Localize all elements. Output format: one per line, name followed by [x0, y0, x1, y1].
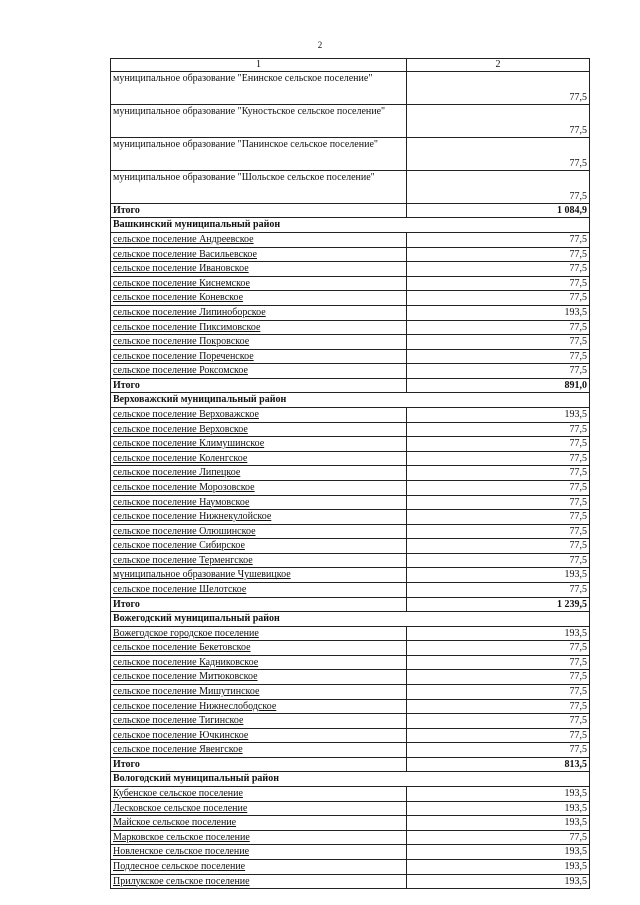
- settlement-name: Итого: [111, 598, 407, 611]
- settlement-name-text: сельское поселение Верховское: [113, 423, 248, 435]
- settlement-name: [111, 641, 407, 655]
- table-row: [111, 627, 589, 642]
- settlement-name-text: муниципальное образование Чушевицкое: [113, 569, 291, 581]
- settlement-name-text: Кубенское сельское поселение: [113, 788, 243, 799]
- allocation-value: 193,5: [564, 569, 587, 581]
- table-row: [111, 685, 589, 700]
- settlement-name: муниципальное образование "Куностьское сельское поселение": [111, 105, 407, 137]
- allocation-value: 77,5: [569, 540, 587, 552]
- settlement-name-text: сельское поселение Олюшинское: [113, 525, 256, 537]
- table-row: [111, 262, 589, 277]
- settlement-name: Итого: [111, 758, 407, 771]
- settlement-name: [111, 408, 407, 422]
- settlement-name-text: Прилукское сельское поселение: [113, 875, 250, 887]
- allocation-value: 77,5: [569, 191, 587, 202]
- allocation-value: 193,5: [564, 627, 587, 639]
- table-row: [111, 335, 589, 350]
- settlement-name: [111, 656, 407, 670]
- district-name: Вологодский муниципальный район: [113, 773, 279, 784]
- allocation-value: 193,5: [564, 860, 587, 872]
- settlement-name: [111, 802, 407, 816]
- allocation-value: 77,5: [569, 467, 587, 479]
- allocation-value: 77,5: [569, 686, 587, 698]
- settlement-name-text: сельское поселение Пореченское: [113, 350, 254, 362]
- allocation-value: 77,5: [569, 554, 587, 566]
- allocation-value: 77,5: [569, 481, 587, 493]
- settlement-name-text: сельское поселение Нижнеслободское: [113, 700, 277, 712]
- settlement-name-text: сельское поселение Митюковское: [113, 671, 258, 683]
- settlement-name: [111, 554, 407, 568]
- settlement-name-text: сельское поселение Кадниковское: [113, 656, 259, 668]
- district-header-row: [111, 612, 589, 627]
- total-row: [111, 379, 589, 393]
- table-row: [111, 583, 589, 598]
- settlement-name: [111, 714, 407, 728]
- settlement-name: [111, 321, 407, 335]
- settlement-name: [111, 481, 407, 495]
- table-row: [111, 729, 589, 744]
- settlement-name: [111, 729, 407, 743]
- allocation-value: 77,5: [569, 336, 587, 348]
- settlement-name: [111, 291, 407, 305]
- settlement-name-text: Марковское сельское поселение: [113, 831, 250, 843]
- settlement-name: [111, 860, 407, 874]
- settlement-name: [111, 262, 407, 276]
- allocation-value: 77,5: [569, 452, 587, 464]
- settlement-name-text: сельское поселение Шелотское: [113, 584, 247, 596]
- settlement-name-text: Лесковское сельское поселение: [113, 802, 248, 814]
- allocation-value: 77,5: [569, 234, 587, 245]
- allocation-value: 77,5: [569, 729, 587, 741]
- settlement-name: [111, 743, 407, 757]
- allocation-value: 77,5: [569, 125, 587, 136]
- allocation-value: 193,5: [564, 408, 587, 420]
- settlement-name-text: сельское поселение Липиноборское: [113, 306, 266, 318]
- settlement-name-text: сельское поселение Липецкое: [113, 467, 241, 479]
- settlement-name: [111, 277, 407, 291]
- table-row: [111, 72, 589, 105]
- table-row: [111, 845, 589, 860]
- table-row: [111, 138, 589, 171]
- settlement-name-text: сельское поселение Андреевское: [113, 234, 254, 245]
- settlement-name: [111, 787, 407, 801]
- table-row: [111, 656, 589, 671]
- allocation-value: 77,5: [569, 831, 587, 843]
- settlement-name: [111, 335, 407, 349]
- settlement-name-text: сельское поселение Тигинское: [113, 715, 244, 727]
- settlement-name-text: Новленское сельское поселение: [113, 846, 250, 858]
- settlement-name-text: сельское поселение Киснемское: [113, 277, 250, 289]
- allocation-value: 77,5: [569, 158, 587, 169]
- allocation-value: 77,5: [569, 700, 587, 712]
- table-row: [111, 291, 589, 306]
- table-row: [111, 277, 589, 292]
- allocation-value: 193,5: [564, 846, 587, 858]
- table-row: [111, 437, 589, 452]
- allocation-value: 77,5: [569, 525, 587, 537]
- table-row: [111, 321, 589, 336]
- settlement-name: [111, 350, 407, 364]
- table-row: [111, 860, 589, 875]
- allocation-value: 77,5: [569, 671, 587, 683]
- allocation-value: 77,5: [569, 350, 587, 362]
- table-header: [111, 59, 589, 72]
- table-row: [111, 670, 589, 685]
- table-row: [111, 466, 589, 481]
- settlement-name-text: сельское поселение Мишутинское: [113, 686, 260, 698]
- table-row: [111, 510, 589, 525]
- allocation-table: [110, 58, 590, 889]
- settlement-name: муниципальное образование "Шольское сельское поселение": [111, 171, 407, 203]
- table-row: [111, 350, 589, 365]
- table-row: [111, 452, 589, 467]
- district-header-row: [111, 218, 589, 233]
- settlement-name-text: сельское поселение Климушинское: [113, 438, 265, 450]
- settlement-name: [111, 452, 407, 466]
- settlement-name-text: сельское поселение Терменгское: [113, 554, 253, 566]
- allocation-value: 77,5: [569, 656, 587, 668]
- table-row: [111, 306, 589, 321]
- table-row: [111, 743, 589, 758]
- table-row: [111, 539, 589, 554]
- settlement-name: [111, 816, 407, 830]
- table-row: [111, 105, 589, 138]
- district-header-row: [111, 772, 589, 787]
- table-row: [111, 481, 589, 496]
- allocation-value: 77,5: [569, 715, 587, 727]
- table-row: [111, 525, 589, 540]
- allocation-value: 77,5: [569, 92, 587, 103]
- total-value: 813,5: [564, 759, 587, 770]
- district-name: Вашкинский муниципальный район: [113, 219, 281, 230]
- allocation-value: 77,5: [569, 292, 587, 304]
- table-row: [111, 496, 589, 511]
- settlement-name: муниципальное образование "Панинское сельское поселение": [111, 138, 407, 170]
- settlement-name: [111, 539, 407, 553]
- settlement-name: [111, 364, 407, 378]
- total-row: [111, 598, 589, 612]
- settlement-name-text: сельское поселение Коневское: [113, 292, 244, 304]
- settlement-name: [111, 685, 407, 699]
- table-row: [111, 641, 589, 656]
- settlement-name-text: сельское поселение Бекетовское: [113, 642, 251, 654]
- settlement-name: [111, 583, 407, 597]
- settlement-name-text: сельское поселение Покровское: [113, 336, 250, 348]
- allocation-value: 193,5: [564, 875, 587, 887]
- total-value: 1 084,9: [557, 205, 587, 216]
- settlement-name: [111, 248, 407, 262]
- allocation-value: 193,5: [564, 802, 587, 814]
- settlement-name-text: сельское поселение Ивановское: [113, 263, 249, 275]
- total-row: [111, 758, 589, 772]
- settlement-name: [111, 568, 407, 582]
- settlement-name-text: Вожегодское городское поселение: [113, 627, 259, 639]
- settlement-name-text: сельское поселение Явенгское: [113, 744, 243, 756]
- allocation-value: 77,5: [569, 277, 587, 289]
- settlement-name: Итого: [111, 204, 407, 217]
- total-value: 1 239,5: [557, 598, 587, 610]
- table-row: [111, 248, 589, 263]
- settlement-name-text: сельское поселение Морозовское: [113, 481, 255, 493]
- table-row: [111, 802, 589, 817]
- table-row: [111, 875, 589, 889]
- page-number: 2: [317, 40, 323, 50]
- settlement-name: Итого: [111, 379, 407, 392]
- settlement-name: [111, 700, 407, 714]
- settlement-name-text: Подлесное сельское поселение: [113, 860, 246, 872]
- settlement-name: [111, 466, 407, 480]
- table-row: [111, 171, 589, 204]
- allocation-value: 77,5: [569, 423, 587, 435]
- table-row: [111, 568, 589, 583]
- district-header-row: [111, 393, 589, 408]
- settlement-name: [111, 670, 407, 684]
- table-body: [111, 72, 589, 888]
- table-row: [111, 554, 589, 569]
- allocation-value: 77,5: [569, 248, 587, 260]
- settlement-name-text: сельское поселение Ючкинское: [113, 729, 249, 741]
- allocation-value: 193,5: [564, 306, 587, 318]
- allocation-value: 77,5: [569, 496, 587, 508]
- settlement-name-text: сельское поселение Сибирское: [113, 540, 245, 552]
- column-header-1: 1: [111, 59, 407, 71]
- table-row: [111, 408, 589, 423]
- settlement-name: [111, 496, 407, 510]
- allocation-value: 77,5: [569, 263, 587, 275]
- settlement-name-text: сельское поселение Роксомское: [113, 365, 248, 377]
- settlement-name: [111, 831, 407, 845]
- table-row: [111, 714, 589, 729]
- settlement-name-text: сельское поселение Коленгское: [113, 452, 248, 464]
- table-row: [111, 831, 589, 846]
- allocation-value: 77,5: [569, 438, 587, 450]
- settlement-name-text: сельское поселение Нижнекулойское: [113, 511, 272, 523]
- total-row: [111, 204, 589, 218]
- table-row: [111, 364, 589, 379]
- table-row: [111, 233, 589, 248]
- table-row: [111, 700, 589, 715]
- settlement-name: муниципальное образование "Енинское сельское поселение": [111, 72, 407, 104]
- district-name: Верховажский муниципальный район: [113, 393, 287, 405]
- settlement-name: [111, 233, 407, 247]
- allocation-value: 77,5: [569, 321, 587, 333]
- table-row: [111, 816, 589, 831]
- allocation-value: 77,5: [569, 365, 587, 377]
- settlement-name-text: сельское поселение Пиксимовское: [113, 321, 261, 333]
- settlement-name: [111, 306, 407, 320]
- settlement-name: [111, 627, 407, 641]
- settlement-name: [111, 423, 407, 437]
- settlement-name-text: сельское поселение Наумовское: [113, 496, 250, 508]
- settlement-name: [111, 525, 407, 539]
- allocation-value: 77,5: [569, 511, 587, 523]
- allocation-value: 193,5: [564, 817, 587, 829]
- settlement-name-text: сельское поселение Васильевское: [113, 248, 257, 260]
- settlement-name-text: Майское сельское поселение: [113, 817, 237, 829]
- settlement-name: [111, 845, 407, 859]
- total-value: 891,0: [564, 379, 587, 391]
- district-name: Вожегодский муниципальный район: [113, 612, 280, 624]
- settlement-name-text: сельское поселение Верховажское: [113, 408, 259, 420]
- table-row: [111, 787, 589, 802]
- settlement-name: [111, 437, 407, 451]
- column-header-2: 2: [495, 59, 501, 70]
- settlement-name: [111, 510, 407, 524]
- table-row: [111, 423, 589, 438]
- allocation-value: 77,5: [569, 744, 587, 756]
- allocation-value: 77,5: [569, 584, 587, 596]
- allocation-value: 193,5: [564, 788, 587, 799]
- allocation-value: 77,5: [569, 642, 587, 654]
- settlement-name: [111, 875, 407, 889]
